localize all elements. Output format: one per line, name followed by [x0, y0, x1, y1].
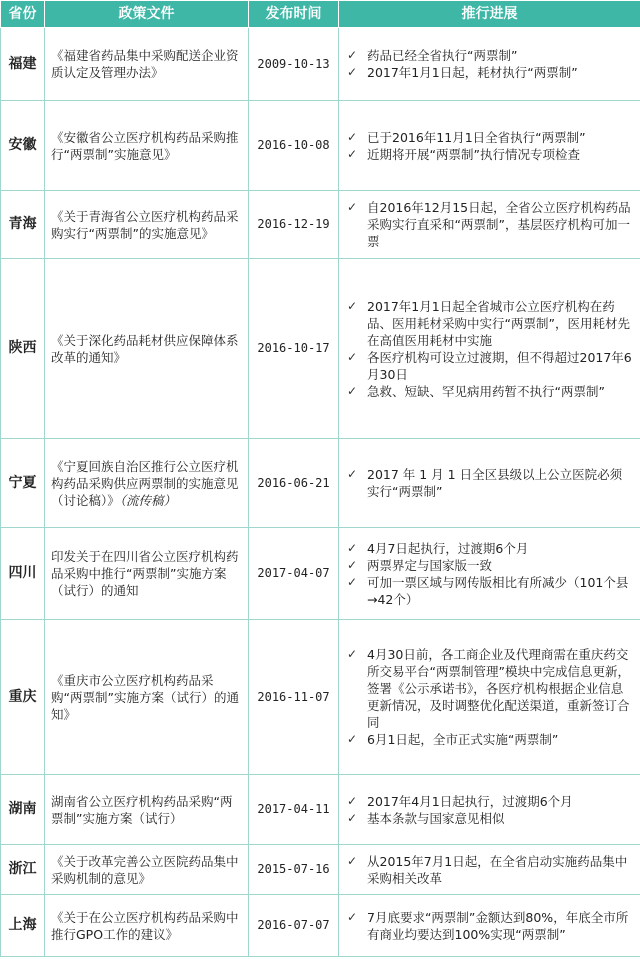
document-cell: 《关于青海省公立医疗机构药品采购实行“两票制”的实施意见》 [45, 191, 249, 259]
progress-cell [339, 895, 640, 957]
province-cell: 湖南 [1, 775, 45, 845]
table-row [1, 845, 640, 895]
checkmark-icon: ✓ [347, 793, 358, 808]
progress-item: ✓ 2017年4月1日起执行，过渡期6个月 [347, 793, 573, 809]
checkmark-icon: ✓ [347, 557, 358, 572]
province-cell: 青海 [1, 191, 45, 259]
date-cell: 2016-11-07 [249, 620, 339, 775]
document-cell: 《宁夏回族自治区推行公立医疗机构药品采购供应两票制的实施意见（讨论稿）》（流传稿） [45, 439, 249, 528]
document-cell: 《福建省药品集中采购配送企业资质认定及管理办法》 [45, 28, 249, 101]
progress-item: ✓ 7月底要求“两票制”金额达到80%，年底全市所有商业均要达到100%实现“两票制” [347, 909, 629, 942]
progress-cell [339, 101, 640, 191]
province-cell: 宁夏 [1, 439, 45, 528]
checkmark-icon: ✓ [347, 200, 358, 214]
checkmark-icon: ✓ [347, 467, 358, 481]
progress-cell [339, 191, 640, 259]
progress-item: ✓ 急救、短缺、罕见病用药暂不执行“两票制” [347, 383, 605, 399]
checkmark-icon: ✓ [347, 574, 358, 589]
table-row [1, 439, 640, 528]
document-note: （流传稿） [119, 492, 177, 508]
table-row [1, 259, 640, 439]
progress-item: ✓ 6月1日起，全市正式实施“两票制” [347, 732, 559, 747]
progress-item: ✓ 2017年1月1日起全省城市公立医疗机构在药品、医用耗材采购中实行“两票制”，医用耗材先在高值医用耗材中实施 [347, 298, 630, 348]
progress-item: ✓ 已于2016年11月1日全省执行“两票制” [347, 129, 586, 145]
date-cell: 2015-07-16 [249, 845, 339, 895]
province-cell: 重庆 [1, 620, 45, 775]
checkmark-icon: ✓ [347, 129, 358, 144]
checkmark-icon: ✓ [347, 65, 358, 79]
province-cell: 福建 [1, 28, 45, 101]
date-cell: 2016-10-17 [249, 259, 339, 439]
date-cell: 2009-10-13 [249, 28, 339, 101]
province-cell: 陕西 [1, 259, 45, 439]
date-cell: 2016-10-08 [249, 101, 339, 191]
table-row [1, 101, 640, 191]
checkmark-icon: ✓ [347, 732, 358, 746]
progress-cell [339, 528, 640, 620]
progress-item: ✓ 4月30日前，各工商企业及代理商需在重庆药交所交易平台“两票制管理”模块中完成信息更新，签署《公示承诺书》，各医疗机构根据企业信息更新情况，及时调整优化配送渠道，重新签订合同 [347, 647, 630, 730]
checkmark-icon: ✓ [347, 909, 358, 924]
province-cell: 四川 [1, 528, 45, 620]
progress-item: ✓ 自2016年12月15日起，全省公立医疗机构药品采购实行直采和“两票制”，基层医疗机构可加一票 [347, 200, 631, 249]
date-cell: 2016-12-19 [249, 191, 339, 259]
document-cell: 《关于深化药品耗材供应保障体系改革的通知》 [45, 259, 249, 439]
progress-cell [339, 620, 640, 775]
table-row [1, 28, 640, 101]
checkmark-icon: ✓ [347, 146, 358, 161]
progress-item: ✓ 可加一票区域与网传版相比有所减少（101个县→42个） [347, 574, 629, 607]
document-cell: 印发关于在四川省公立医疗机构药品采购中推行“两票制”实施方案（试行）的通知 [45, 528, 249, 620]
document-cell: 湖南省公立医疗机构药品采购“两票制”实施方案（试行） [45, 775, 249, 845]
date-cell: 2017-04-07 [249, 528, 339, 620]
document-cell: 《关于改革完善公立医院药品集中采购机制的意见》 [45, 845, 249, 895]
progress-item: ✓ 药品已经全省执行“两票制” [347, 48, 518, 63]
checkmark-icon: ✓ [347, 383, 358, 398]
province-cell: 浙江 [1, 845, 45, 895]
header-date: 发布时间 [249, 1, 339, 28]
header-progress: 推行进展 [339, 1, 640, 28]
progress-item: ✓ 两票界定与国家版一致 [347, 557, 493, 573]
date-cell: 2016-07-07 [249, 895, 339, 957]
checkmark-icon: ✓ [347, 647, 358, 661]
header-province: 省份 [1, 1, 45, 28]
progress-item: ✓ 2017 年 1 月 1 日全区县级以上公立医院必须实行“两票制” [347, 467, 623, 499]
province-cell: 上海 [1, 895, 45, 957]
progress-cell [339, 28, 640, 101]
progress-item: ✓ 从2015年7月1日起，在全省启动实施药品集中采购相关改革 [347, 853, 628, 886]
progress-item: ✓ 基本条款与国家意见相似 [347, 810, 505, 826]
checkmark-icon: ✓ [347, 349, 358, 364]
checkmark-icon: ✓ [347, 853, 358, 868]
progress-cell [339, 775, 640, 845]
table-row [1, 620, 640, 775]
table-row [1, 191, 640, 259]
table-row [1, 775, 640, 845]
date-cell: 2016-06-21 [249, 439, 339, 528]
progress-cell [339, 845, 640, 895]
checkmark-icon: ✓ [347, 48, 358, 62]
document-cell: 《重庆市公立医疗机构药品采购“两票制”实施方案（试行）的通知》 [45, 620, 249, 775]
document-cell: 《关于在公立医疗机构药品采购中推行GPO工作的建议》 [45, 895, 249, 957]
checkmark-icon: ✓ [347, 540, 358, 555]
checkmark-icon: ✓ [347, 810, 358, 825]
progress-item: ✓ 近期将开展“两票制”执行情况专项检查 [347, 146, 580, 162]
checkmark-icon: ✓ [347, 298, 358, 313]
progress-item: ✓ 各医疗机构可设立过渡期，但不得超过2017年6月30日 [347, 349, 632, 382]
progress-item: ✓ 4月7日起执行，过渡期6个月 [347, 540, 529, 556]
province-cell: 安徽 [1, 101, 45, 191]
progress-cell [339, 439, 640, 528]
header-row [1, 1, 640, 28]
date-cell: 2017-04-11 [249, 775, 339, 845]
header-document: 政策文件 [45, 1, 249, 28]
document-cell: 《安徽省公立医疗机构药品采购推行“两票制”实施意见》 [45, 101, 249, 191]
table-row [1, 895, 640, 957]
progress-item: ✓ 2017年1月1日起，耗材执行“两票制” [347, 65, 578, 80]
table-row [1, 528, 640, 620]
progress-cell [339, 259, 640, 439]
